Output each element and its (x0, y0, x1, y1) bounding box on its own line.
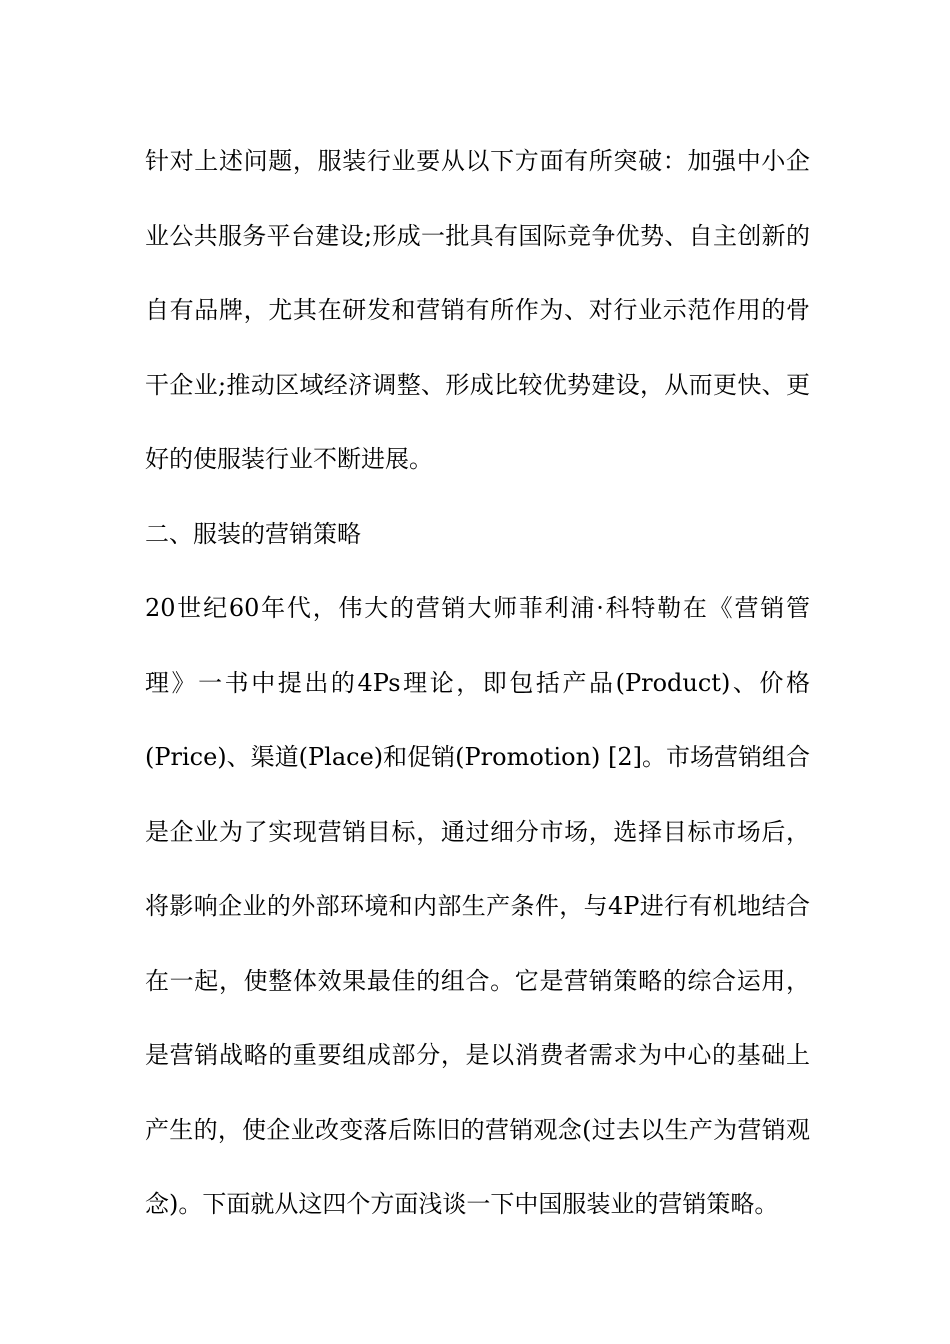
text-line: 针对上述问题，服装行业要从以下方面有所突破：加强中小企 (145, 147, 810, 175)
paragraph-4ps-theory (145, 571, 810, 1242)
text-line: 念)。下面就从这四个方面浅谈一下中国服装业的营销策略。 (145, 1190, 779, 1218)
text-line: 理》一书中提出的4Ps理论，即包括产品(Product)、价格 (145, 668, 810, 697)
text-line: 自有品牌，尤其在研发和营销有所作为、对行业示范作用的骨 (145, 296, 810, 324)
section-heading: 二、服装的营销策略 (145, 519, 361, 548)
document-page (145, 124, 810, 1242)
text-line: 业公共服务平台建设;形成一批具有国际竞争优势、自主创新的 (145, 221, 810, 250)
text-line: 将影响企业的外部环境和内部生产条件，与4P进行有机地结合 (145, 892, 810, 920)
text-line: 好的使服装行业不断进展。 (145, 445, 433, 473)
text-line: (Price)、渠道(Place)和促销(Promotion) [2]。市场营销组合 (145, 743, 810, 771)
text-line: 是营销战略的重要组成部分，是以消费者需求为中心的基础上 (145, 1041, 810, 1069)
text-line: 20世纪60年代，伟大的营销大师菲利浦·科特勒在《营销管 (145, 594, 810, 622)
text-line: 产生的，使企业改变落后陈旧的营销观念(过去以生产为营销观 (145, 1115, 810, 1144)
text-line: 在一起，使整体效果最佳的组合。它是营销策略的综合运用， (145, 966, 810, 995)
text-line: 干企业;推动区域经济调整、形成比较优势建设，从而更快、更 (145, 370, 810, 399)
paragraph-breakthroughs (145, 124, 810, 497)
text-line: 是企业为了实现营销目标，通过细分市场，选择目标市场后， (145, 817, 810, 846)
